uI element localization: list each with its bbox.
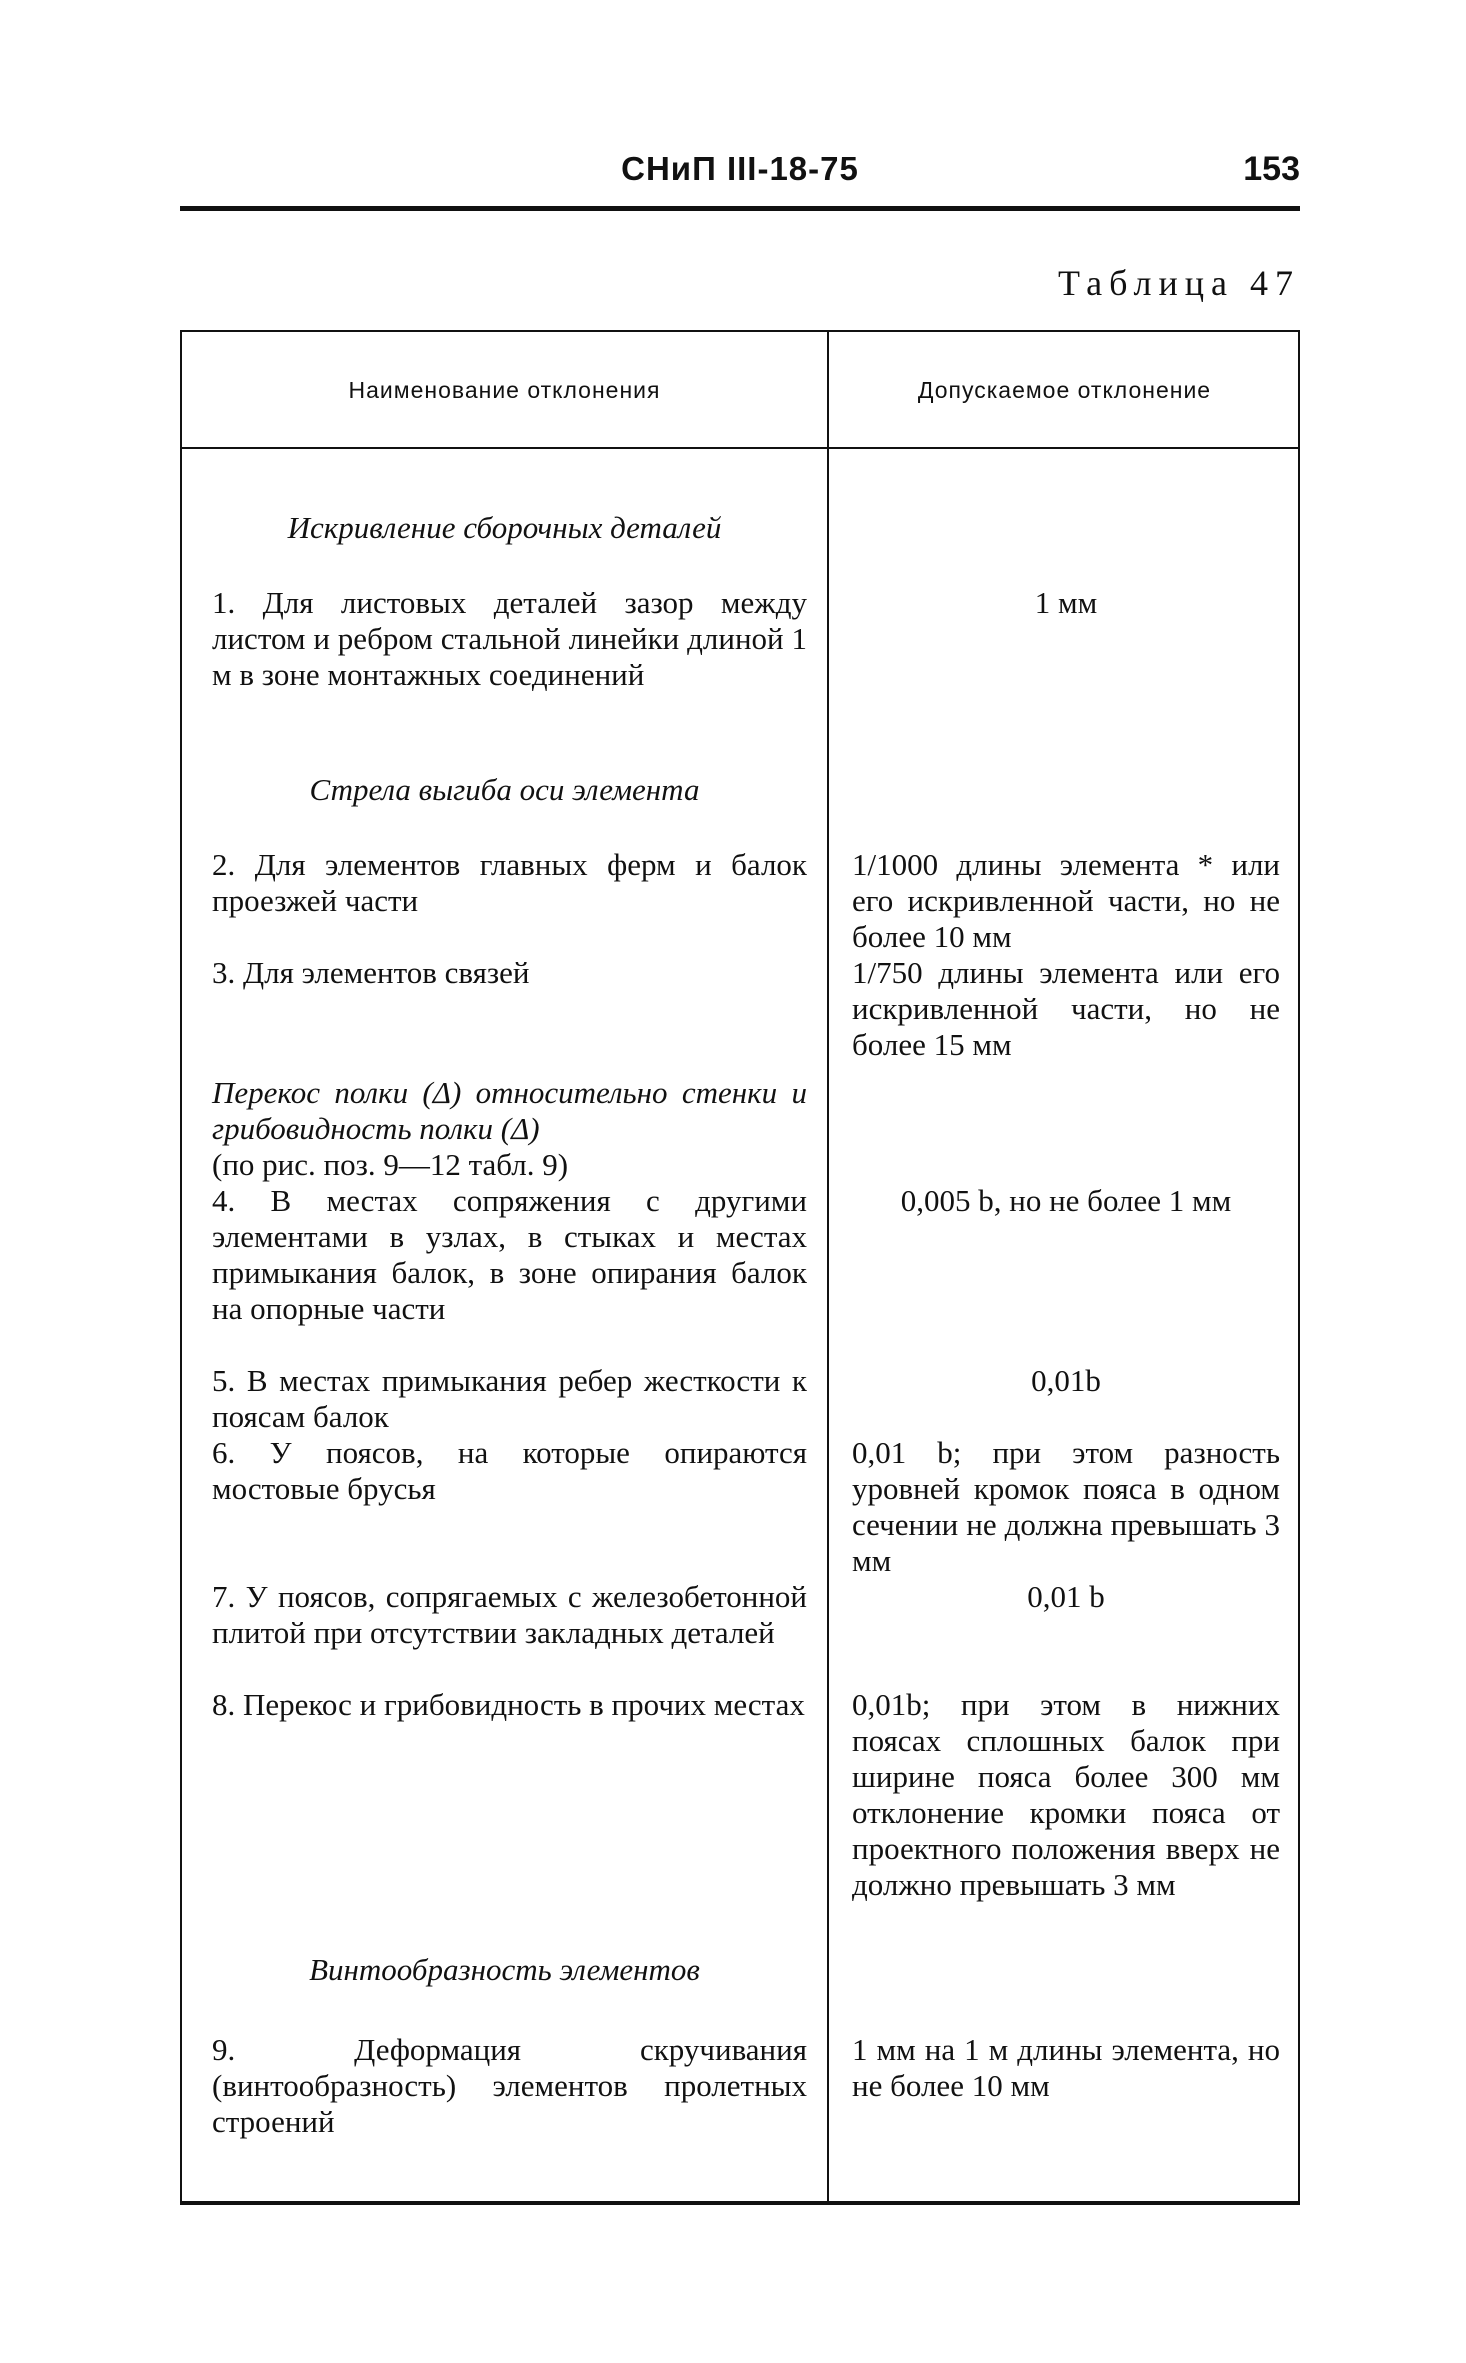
row-3-value: 1/750 длины элемента или его искривленной части, но не более 15 мм: [852, 955, 1280, 1062]
row-4-name: 4. В местах сопряжения с другими элементами в узлах, в стыках и местах примыкания балок, в зоне опирания балок на опорные части: [212, 1183, 807, 1326]
row-6-name: 6. У поясов, на которые опираются мостовые брусья: [212, 1435, 807, 1506]
row-5-value: 0,01b: [1031, 1363, 1101, 1398]
row-8-name: 8. Перекос и грибовидность в прочих местах: [212, 1687, 805, 1722]
row-6-value: 0,01 b; при этом разность уровней кромок пояса в одном сечении не должна превышать 3 мм: [852, 1435, 1280, 1578]
row-7-value: 0,01 b: [1027, 1579, 1105, 1614]
row-1-name: 1. Для листовых деталей зазор между листом и ребром стальной линейки длиной 1 м в зоне монтажных соединений: [212, 585, 807, 692]
column-header-deviation-name: Наименование отклонения: [348, 377, 661, 403]
row-1-value: 1 мм: [1034, 585, 1098, 620]
row-4-value: 0,005 b, но не более 1 мм: [900, 1183, 1232, 1218]
row-7-name: 7. У поясов, сопрягаемых с железобетонной плитой при отсутствии закладных деталей: [212, 1579, 807, 1650]
section-heading: Стрела выгиба оси элемента: [309, 772, 700, 807]
section-heading: Винтообразность элементов: [309, 1952, 700, 1987]
row-2-name: 2. Для элементов главных ферм и балок проезжей части: [212, 847, 807, 918]
row-3-name: 3. Для элементов связей: [212, 955, 530, 990]
row-9-name: 9. Деформация скручивания (винтообразность) элементов пролетных строений: [212, 2032, 807, 2139]
section-heading: Искривление сборочных деталей: [287, 510, 722, 545]
row-2-value: 1/1000 длины элемента * или его искривленной части, но не более 10 мм: [852, 847, 1280, 954]
document-code: СНиП III-18-75: [621, 150, 859, 187]
table-caption: Таблица 47: [1058, 263, 1300, 303]
header-row-rule: [182, 447, 1298, 449]
column-divider: [827, 332, 829, 2201]
page-number: 153: [1243, 150, 1300, 188]
section-heading: Перекос полки (Δ) относительно стенки и грибовидность полки (Δ): [212, 1075, 807, 1146]
row-8-value: 0,01b; при этом в нижних поясах сплошных балок при ширине пояса более 300 мм отклонение кромки пояса от проектного положения вверх не должно превышать 3 мм: [852, 1687, 1280, 1902]
page-header: [180, 150, 1300, 210]
row-5-name: 5. В местах примыкания ребер жесткости к поясам балок: [212, 1363, 807, 1434]
deviation-table: [180, 330, 1300, 2205]
row-9-value: 1 мм на 1 м длины элемента, но не более 10 мм: [852, 2032, 1280, 2103]
section-note: (по рис. поз. 9—12 табл. 9): [212, 1147, 569, 1182]
column-header-allowed-deviation: Допускаемое отклонение: [917, 377, 1212, 403]
header-rule: [180, 206, 1300, 211]
